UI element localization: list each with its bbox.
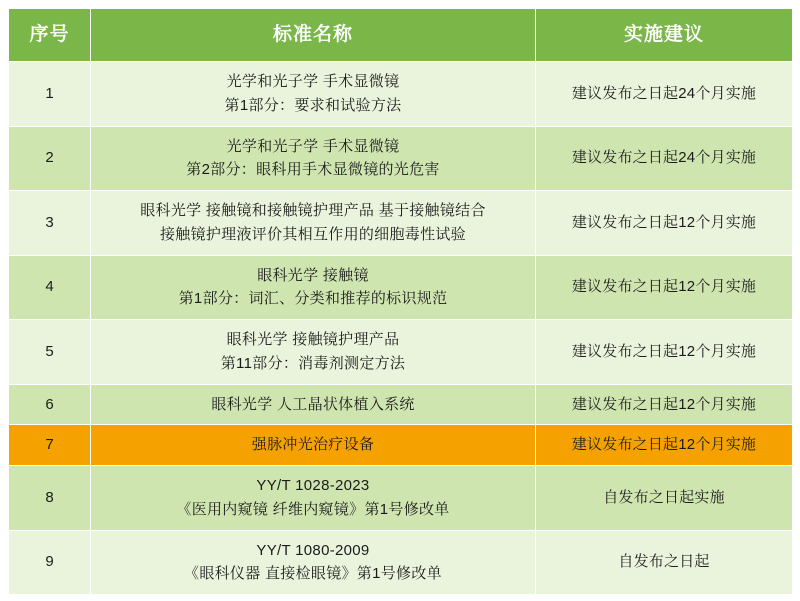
standard-name-line: 第1部分：词汇、分类和推荐的标识规范 [178, 290, 448, 308]
cell-implementation-advice [536, 255, 793, 320]
cell-row-number: 6 [9, 384, 91, 425]
implementation-advice-line: 建议发布之日起12个月实施 [571, 213, 757, 231]
cell-implementation-advice [536, 384, 793, 425]
standard-name-line: 第2部分：眼科用手术显微镜的光危害 [186, 161, 440, 179]
table-row [9, 425, 793, 466]
column-header-no: 序号 [9, 9, 91, 62]
cell-row-number: 7 [9, 425, 91, 466]
table-header-row [9, 9, 793, 62]
implementation-advice-line: 自发布之日起实施 [603, 488, 725, 506]
cell-standard-name [91, 126, 536, 191]
table-body [9, 62, 793, 595]
cell-standard-name [91, 466, 536, 531]
cell-implementation-advice [536, 62, 793, 127]
standard-name-line: 第11部分：消毒剂测定方法 [220, 354, 406, 372]
standard-name-line: 强脉冲光治疗设备 [251, 436, 375, 454]
implementation-advice-line: 建议发布之日起24个月实施 [571, 84, 757, 102]
standard-name-line: YY/T 1080-2009 [256, 541, 370, 559]
column-header-standard-name: 标准名称 [91, 9, 536, 62]
cell-row-number: 9 [9, 530, 91, 595]
cell-standard-name [91, 384, 536, 425]
cell-implementation-advice [536, 466, 793, 531]
standard-name-line: 《医用内窥镜 纤维内窥镜》第1号修改单 [176, 500, 450, 518]
implementation-advice-line: 建议发布之日起12个月实施 [571, 395, 757, 413]
standard-name-line: 眼科光学 接触镜和接触镜护理产品 基于接触镜结合 [140, 202, 486, 219]
cell-implementation-advice [536, 530, 793, 595]
standard-name-line: 眼科光学 接触镜护理产品 [226, 331, 400, 348]
cell-implementation-advice [536, 425, 793, 466]
table-row [9, 384, 793, 425]
standard-name-line: 光学和光子学 手术显微镜 [226, 137, 400, 155]
cell-row-number: 1 [9, 62, 91, 127]
standard-name-line: 第1部分：要求和试验方法 [224, 96, 402, 114]
table-row [9, 126, 793, 191]
standard-name-line: YY/T 1028-2023 [256, 477, 370, 494]
table-row [9, 466, 793, 531]
table-row [9, 320, 793, 385]
cell-standard-name [91, 425, 536, 466]
table-row [9, 255, 793, 320]
cell-row-number: 5 [9, 320, 91, 385]
standards-table [8, 8, 793, 595]
standard-name-line: 《眼科仪器 直接检眼镜》第1号修改单 [184, 565, 442, 583]
cell-standard-name [91, 255, 536, 320]
implementation-advice-line: 建议发布之日起12个月实施 [571, 342, 757, 360]
implementation-advice-line: 建议发布之日起24个月实施 [571, 149, 757, 167]
cell-row-number: 3 [9, 191, 91, 256]
cell-implementation-advice [536, 126, 793, 191]
table-row [9, 530, 793, 595]
cell-row-number: 2 [9, 126, 91, 191]
cell-standard-name [91, 320, 536, 385]
standard-name-line: 光学和光子学 手术显微镜 [226, 73, 400, 90]
cell-implementation-advice [536, 191, 793, 256]
cell-standard-name [91, 62, 536, 127]
implementation-advice-line: 建议发布之日起12个月实施 [571, 436, 757, 454]
implementation-advice-line: 自发布之日起 [618, 553, 710, 571]
table-row [9, 191, 793, 256]
cell-row-number: 4 [9, 255, 91, 320]
implementation-advice-line: 建议发布之日起12个月实施 [571, 278, 757, 296]
cell-row-number: 8 [9, 466, 91, 531]
cell-standard-name [91, 191, 536, 256]
column-header-implementation-advice: 实施建议 [536, 9, 793, 62]
standard-name-line: 眼科光学 接触镜 [257, 266, 369, 284]
cell-implementation-advice [536, 320, 793, 385]
standard-name-line: 接触镜护理液评价其相互作用的细胞毒性试验 [159, 225, 466, 243]
cell-standard-name [91, 530, 536, 595]
table-row [9, 62, 793, 127]
standard-name-line: 眼科光学 人工晶状体植入系统 [211, 395, 415, 413]
table-header [9, 9, 793, 62]
